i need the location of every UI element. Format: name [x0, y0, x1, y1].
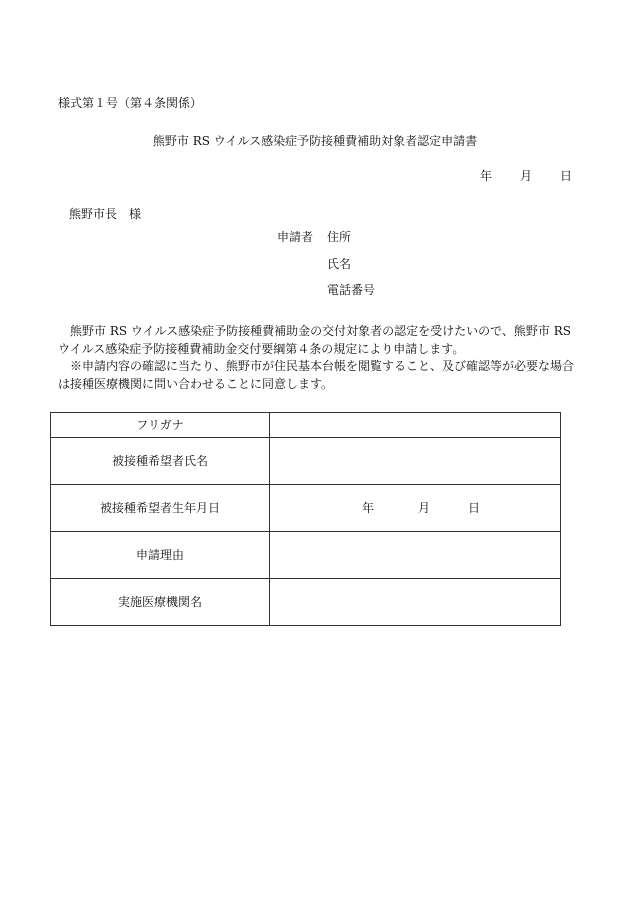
- applicant-label: 申請者: [277, 230, 314, 244]
- medical-institution-field[interactable]: [270, 579, 561, 626]
- row-label-recipient-name: 被接種希望者氏名: [51, 438, 270, 485]
- recipient-name-field[interactable]: [270, 438, 561, 485]
- table-row: [51, 532, 561, 579]
- date-day: 日: [559, 169, 572, 183]
- birth-month-label: 月: [417, 501, 430, 515]
- applicant-address-label: 住所: [327, 230, 352, 244]
- date-line: [480, 170, 572, 182]
- application-statement: [58, 323, 578, 393]
- reason-field[interactable]: [270, 532, 561, 579]
- form-number: 様式第１号（第４条関係）: [58, 96, 203, 110]
- row-label-reason: 申請理由: [51, 532, 270, 579]
- table-row: [51, 579, 561, 626]
- document-title: 熊野市 RS ウイルス感染症予防接種費補助対象者認定申請書: [152, 134, 478, 148]
- addressee: 熊野市長 様: [69, 207, 142, 221]
- table-row: [51, 413, 561, 438]
- table-row: [51, 485, 561, 532]
- birth-day-label: 日: [468, 501, 481, 515]
- row-label-birthdate: 被接種希望者生年月日: [51, 485, 270, 532]
- table-row: [51, 438, 561, 485]
- applicant-phone-label: 電話番号: [327, 283, 376, 297]
- applicant-name-label: 氏名: [327, 257, 352, 271]
- row-label-furigana: フリガナ: [51, 413, 270, 438]
- statement-paragraph: 熊野市 RS ウイルス感染症予防接種費補助金の交付対象者の認定を受けたいので、熊野市 RS ウイルス感染症予防接種費補助金交付要綱第４条の規定により申請します。: [58, 324, 571, 356]
- date-year: 年: [479, 169, 492, 183]
- birthdate-field[interactable]: [270, 485, 561, 532]
- applicant-info-table: [50, 412, 561, 626]
- row-label-medical-institution: 実施医療機関名: [51, 579, 270, 626]
- date-month: 月: [519, 169, 532, 183]
- birth-year-label: 年: [361, 501, 374, 515]
- furigana-field[interactable]: [270, 413, 561, 438]
- consent-paragraph: ※申請内容の確認に当たり、熊野市が住民基本台帳を閲覧すること、及び確認等が必要な場合は接種医療機関に問い合わせることに同意します。: [58, 359, 575, 391]
